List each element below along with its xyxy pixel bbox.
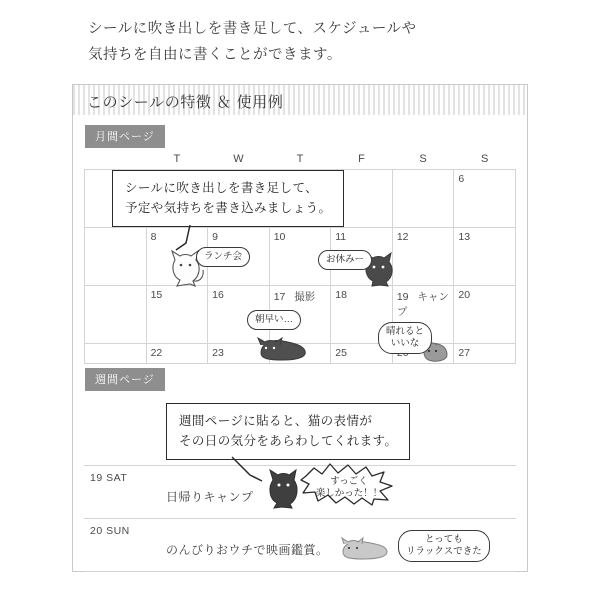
- calendar-header-row: [85, 148, 516, 170]
- calendar-cell[interactable]: 16: [208, 286, 270, 344]
- calendar-cell[interactable]: 8: [146, 228, 208, 286]
- sticker-bubble-sunny-line-1: 晴れると: [386, 326, 425, 337]
- callout-weekly: [166, 403, 410, 460]
- calendar-cell[interactable]: [85, 228, 147, 286]
- calendar-note-camp: キャンプ: [396, 291, 449, 318]
- sticker-bubble-sunny: [378, 322, 432, 354]
- weekly-tag: 週間ページ: [85, 368, 165, 391]
- sticker-burst-fun: [300, 462, 398, 506]
- weekday-header: W: [233, 153, 244, 165]
- monthly-tag: 月間ページ: [85, 125, 165, 148]
- callout-weekly-line-1: 週間ページに貼ると、猫の表情が: [179, 414, 373, 428]
- calendar-week-row: [85, 228, 516, 286]
- callout-monthly-line-2: 予定や気持ちを書き込みましょう。: [125, 201, 332, 215]
- weekday-header: F: [358, 153, 365, 165]
- sticker-burst-fun-text: [300, 476, 398, 500]
- sticker-bubble-relax-line-1: とっても: [424, 534, 463, 545]
- burst-line-2: 楽しかった！！: [315, 488, 383, 499]
- sticker-bubble-lunch: ランチ会: [196, 247, 250, 267]
- calendar-cell[interactable]: 11: [331, 228, 393, 286]
- weekday-header: [85, 148, 147, 170]
- cat-sticker-relaxing-grey: [337, 534, 391, 567]
- intro-line-1: シールに吹き出しを書き足して、スケジュールや: [88, 21, 417, 37]
- weekday-header: S: [419, 153, 427, 165]
- calendar-cell[interactable]: [85, 344, 147, 364]
- calendar-cell[interactable]: 27: [454, 344, 516, 364]
- intro-line-2: 気持ちを自由に書くことができます。: [88, 47, 342, 63]
- weekly-note: 日帰りキャンプ: [166, 490, 254, 504]
- cat-icon: [337, 534, 391, 562]
- calendar-cell[interactable]: 22: [146, 344, 208, 364]
- calendar-cell[interactable]: 12: [392, 228, 454, 286]
- card-title-row: [73, 85, 527, 119]
- calendar-cell[interactable]: 6: [454, 170, 516, 228]
- cat-sticker-standing-dark: [262, 466, 302, 515]
- callout-monthly: [112, 170, 344, 227]
- sticker-bubble-relax: [398, 530, 490, 562]
- weekly-day-label: 19 SAT: [90, 472, 128, 484]
- calendar-cell[interactable]: 25: [331, 344, 393, 364]
- card-title: このシールの特徴 ＆ 使用例: [87, 91, 283, 112]
- weekday-header: T: [296, 153, 304, 165]
- monthly-tag-wrap: [73, 125, 527, 148]
- weekly-day-label: 20 SUN: [90, 525, 130, 537]
- calendar-cell[interactable]: 9: [208, 228, 270, 286]
- calendar-cell[interactable]: [392, 170, 454, 228]
- calendar-note-shooting: 撮影: [294, 291, 316, 303]
- calendar-cell[interactable]: [85, 286, 147, 344]
- intro-text: [88, 16, 558, 68]
- cat-icon: [262, 466, 302, 510]
- weekly-note: のんびりおウチで映画鑑賞。: [166, 543, 329, 557]
- burst-line-1: すっごく: [330, 476, 368, 487]
- calendar-cell[interactable]: 10: [269, 228, 331, 286]
- calendar-cell-number: 19: [396, 291, 409, 303]
- sticker-bubble-relax-line-2: リラックスできた: [406, 546, 482, 557]
- monthly-section: [73, 125, 527, 364]
- calendar-cell[interactable]: 23: [208, 344, 270, 364]
- calendar-cell[interactable]: 20: [454, 286, 516, 344]
- weekday-header: S: [481, 153, 489, 165]
- callout-monthly-line-1: シールに吹き出しを書き足して、: [125, 181, 319, 195]
- callout-weekly-line-2: その日の気分をあらわしてくれます。: [179, 434, 398, 448]
- sticker-bubble-sunny-line-2: いいな: [390, 338, 420, 349]
- calendar-cell[interactable]: 15: [146, 286, 208, 344]
- cat-icon: [253, 333, 309, 363]
- calendar-cell[interactable]: 13: [454, 228, 516, 286]
- weekly-tag-wrap: [73, 368, 527, 391]
- sticker-bubble-holiday: お休みー: [318, 250, 372, 270]
- cat-sticker-lying-dark: [253, 333, 309, 368]
- weekday-header: T: [173, 153, 181, 165]
- calendar-cell-number: 17: [273, 291, 286, 303]
- calendar-cell[interactable]: 18: [331, 286, 393, 344]
- sticker-bubble-morning: 朝早い…: [247, 310, 301, 330]
